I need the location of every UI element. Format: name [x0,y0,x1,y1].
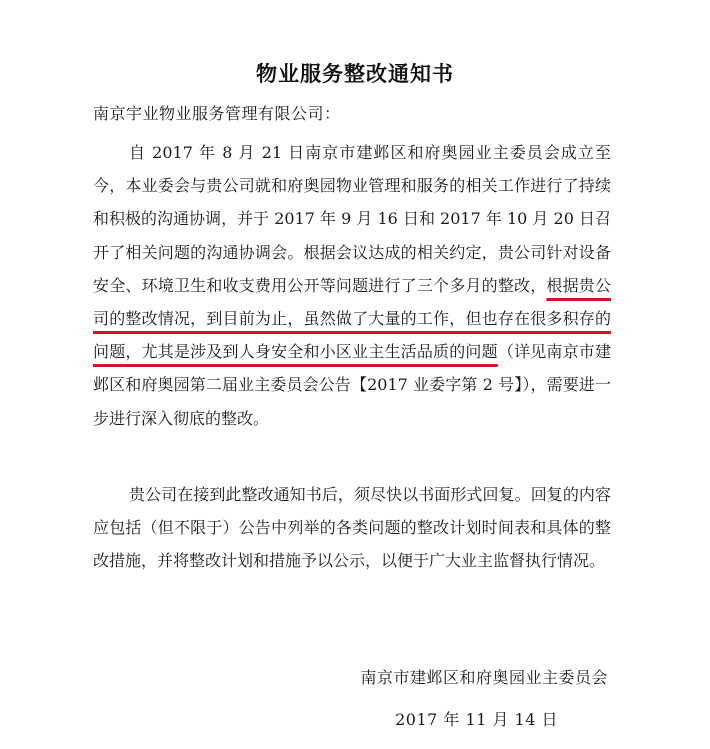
highlighted-text: 根据贵公司的整改情况，到目前为止，虽然做了大量的工作，但也存在很多积存的问题，尤其是涉及到人身安全和小区业主生活品质的问题 [93,275,611,362]
paragraph-1-intro: 自 2017 年 8 月 21 日南京市建邺区和府奥园业主委员会成立至今，本业委会与贵公司就和府奥园物业管理和服务的相关工作进行了持续和积极的沟通协调，并于 2017 年 9 月 16 日和 2017 年 10 月 20 日召开了相关问题的沟通协调会。根据会议达成的相关约定，贵公司针对设备安全、环境卫生和收支费用公开等问题进行了三个多月的整改， [93,143,611,295]
signature-organization: 南京市建邺区和府奥园业主委员会 [360,668,608,687]
paragraph-1-outro: （详见南京市建邺区和府奥园第二届业主委员会公告【2017 业委字第 2 号】），需要进一步进行深入彻底的整改。 [93,342,611,428]
body-paragraph-1 [93,136,611,435]
document-title: 物业服务整改通知书 [256,62,454,86]
signature-date: 2017 年 11 月 14 日 [395,710,558,729]
body-paragraph-2: 贵公司在接到此整改通知书后，须尽快以书面形式回复。回复的内容应包括（但不限于）公告中列举的各类问题的整改计划时间表和具体的整改措施，并将整改计划和措施予以公示，以便于广大业主监督执行情况。 [93,485,611,571]
addressee: 南京宇业物业服务管理有限公司： [93,104,341,123]
